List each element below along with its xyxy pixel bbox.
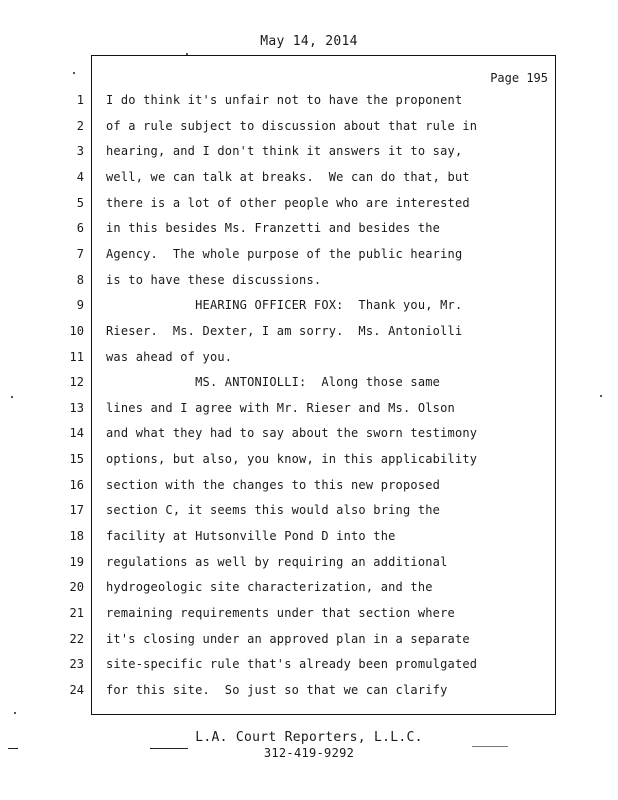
left-margin-mark [8, 748, 18, 749]
line-number: 2 [76, 119, 84, 133]
transcript-line: HEARING OFFICER FOX: Thank you, Mr. [106, 298, 463, 312]
transcript-line: site-specific rule that's already been promulgated [106, 657, 478, 671]
footer-phone: 312-419-9292 [263, 746, 355, 760]
transcript-line: options, but also, you know, in this applicability [106, 452, 478, 466]
transcript-line: MS. ANTONIOLLI: Along those same [106, 375, 441, 389]
transcript-line: was ahead of you. [106, 350, 233, 364]
footer-rule-right [472, 746, 508, 747]
scan-speck [11, 396, 13, 398]
transcript-line: section with the changes to this new proposed [106, 478, 441, 492]
line-number: 3 [76, 144, 84, 158]
line-number: 14 [69, 426, 84, 440]
line-number: 10 [69, 324, 84, 338]
line-number: 24 [69, 683, 84, 697]
line-number: 22 [69, 632, 84, 646]
transcript-line: well, we can talk at breaks. We can do that, but [106, 170, 470, 184]
transcript-line: in this besides Ms. Franzetti and besides the [106, 221, 441, 235]
footer-company: L.A. Court Reporters, L.L.C. [195, 730, 423, 745]
transcript-line: Rieser. Ms. Dexter, I am sorry. Ms. Antoniolli [106, 324, 463, 338]
line-number: 4 [76, 170, 84, 184]
scan-speck [73, 72, 75, 74]
line-number: 13 [69, 401, 84, 415]
scan-speck [600, 395, 602, 397]
scan-speck [14, 712, 16, 714]
page-label: Page 195 [490, 71, 548, 85]
line-number: 11 [69, 350, 84, 364]
line-number: 21 [69, 606, 84, 620]
transcript-line: regulations as well by requiring an additional [106, 555, 448, 569]
transcript-line: and what they had to say about the sworn testimony [106, 426, 478, 440]
transcript-line: for this site. So just so that we can clarify [106, 683, 448, 697]
transcript-line: section C, it seems this would also bring the [106, 503, 441, 517]
transcript-line: Agency. The whole purpose of the public hearing [106, 247, 463, 261]
transcript-line: hearing, and I don't think it answers it to say, [106, 144, 463, 158]
line-number: 23 [69, 657, 84, 671]
transcript-line: I do think it's unfair not to have the proponent [106, 93, 463, 107]
transcript-line: of a rule subject to discussion about that rule in [106, 119, 478, 133]
line-number: 5 [76, 196, 84, 210]
line-number: 16 [69, 478, 84, 492]
line-number: 18 [69, 529, 84, 543]
transcript-line: remaining requirements under that section where [106, 606, 455, 620]
line-number: 20 [69, 580, 84, 594]
transcript-line: facility at Hutsonville Pond D into the [106, 529, 396, 543]
line-number: 7 [76, 247, 84, 261]
line-number: 17 [69, 503, 84, 517]
transcript-line: hydrogeologic site characterization, and the [106, 580, 433, 594]
line-number: 12 [69, 375, 84, 389]
transcript-line: is to have these discussions. [106, 273, 322, 287]
line-number: 8 [76, 273, 84, 287]
scan-speck [186, 53, 188, 55]
transcript-line: it's closing under an approved plan in a separate [106, 632, 470, 646]
transcript-line: there is a lot of other people who are interested [106, 196, 470, 210]
line-number: 15 [69, 452, 84, 466]
footer-rule-left [150, 748, 188, 749]
line-number: 1 [76, 93, 84, 107]
line-number: 9 [76, 298, 84, 312]
transcript-line: lines and I agree with Mr. Rieser and Ms. Olson [106, 401, 455, 415]
header-date: May 14, 2014 [260, 34, 358, 49]
line-number: 19 [69, 555, 84, 569]
line-number: 6 [76, 221, 84, 235]
